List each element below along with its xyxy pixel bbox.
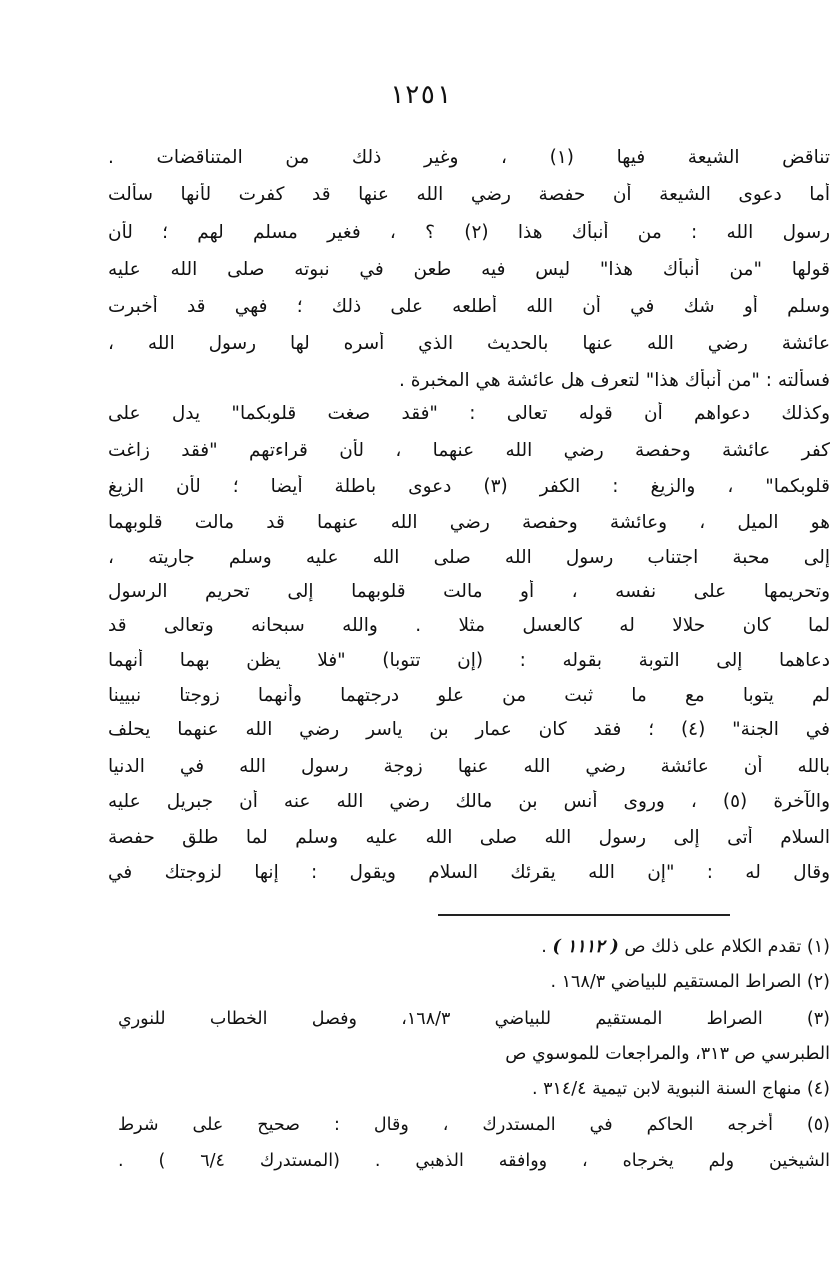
footnote-3: (٣) الصراط المستقيم للبياضي ١٦٨/٣، وفصل الخطاب للنوري (118, 1009, 830, 1029)
body-line: دعاهما إلى التوبة بقوله : (إن تتوبا) "فلا يظن بهما أنهما (108, 650, 830, 671)
body-line: وسلم أو شك في أن الله أطلعه على ذلك ؛ فهي قد أخبرت (108, 296, 830, 317)
body-line: رسول الله : من أنبأك هذا (٢) ؟ ، فغير مسلم لهم ؛ لأن (108, 222, 830, 243)
body-line: وتحريمها على نفسه ، أو مالت قلوبهما إلى تحريم الرسول (108, 581, 830, 602)
body-line: لما كان حلالا له كالعسل مثلا . والله سبحانه وتعالى قد (108, 615, 830, 636)
footnote-1-handwritten-page: ( ١١١٢ ) (552, 937, 619, 957)
body-line: كفر عائشة وحفصة رضي الله عنهما ، لأن قراءتهم "فقد زاغت (108, 440, 830, 461)
page-number: ١٢٥١ (388, 80, 452, 110)
body-line: بالله أن عائشة رضي الله عنها زوجة رسول الله في الدنيا (108, 756, 830, 777)
body-line: السلام أتى إلى رسول الله صلى الله عليه وسلم لما طلق حفصة (108, 827, 830, 848)
footnote-1-end: . (541, 937, 547, 957)
body-line: إلى محبة اجتناب رسول الله صلى الله عليه وسلم جاريته ، (108, 547, 830, 568)
footnote-2: (٢) الصراط المستقيم للبياضي ١٦٨/٣ . (550, 972, 830, 992)
body-line: وقال له : "إن الله يقرئك السلام ويقول : إنها لزوجتك في (108, 862, 830, 883)
footnote-5: (٥) أخرجه الحاكم في المستدرك ، وقال : صحيح على شرط (118, 1115, 830, 1135)
body-line: قولها "من أنبأك هذا" ليس فيه طعن في نبوته صلى الله عليه (108, 259, 830, 280)
body-line: وكذلك دعواهم أن قوله تعالى : "فقد صغت قلوبكما" يدل على (108, 403, 830, 424)
footnote-1 (118, 935, 830, 959)
body-line: فسألته : "من أنبأك هذا" لتعرف هل عائشة هي المخبرة . (398, 370, 830, 391)
body-line: في الجنة" (٤) ؛ فقد كان عمار بن ياسر رضي الله عنهما يحلف (108, 719, 830, 740)
body-line: عائشة رضي الله عنها بالحديث الذي أسره لها رسول الله ، (108, 333, 830, 354)
footnote-1-text: (١) تقدم الكلام على ذلك ص (624, 937, 830, 957)
footnote-separator (438, 914, 730, 916)
body-line: والآخرة (٥) ، وروى أنس بن مالك رضي الله عنه أن جبريل عليه (108, 791, 830, 812)
footnote-3-cont: الطبرسي ص ٣١٣، والمراجعات للموسوي ص (505, 1044, 830, 1064)
body-line: لم يتوبا مع ما ثبت من علو درجتهما وأنهما زوجتا نبيينا (108, 685, 830, 706)
body-line: أما دعوى الشيعة أن حفصة رضي الله عنها قد كفرت لأنها سألت (108, 184, 830, 205)
footnote-4: (٤) منهاج السنة النبوية لابن تيمية ٣١٤/٤ . (531, 1079, 830, 1099)
footnote-5-cont: الشيخين ولم يخرجاه ، ووافقه الذهبي . (المستدرك ٦/٤ ) . (118, 1151, 830, 1171)
body-line: هو الميل ، وعائشة وحفصة رضي الله عنهما قد مالت قلوبهما (108, 512, 830, 533)
body-line: تناقض الشيعة فيها (١) ، وغير ذلك من المتناقضات . (108, 147, 830, 168)
body-line: قلوبكما" ، والزيغ : الكفر (٣) دعوى باطلة أيضا ؛ لأن الزيغ (108, 476, 830, 497)
